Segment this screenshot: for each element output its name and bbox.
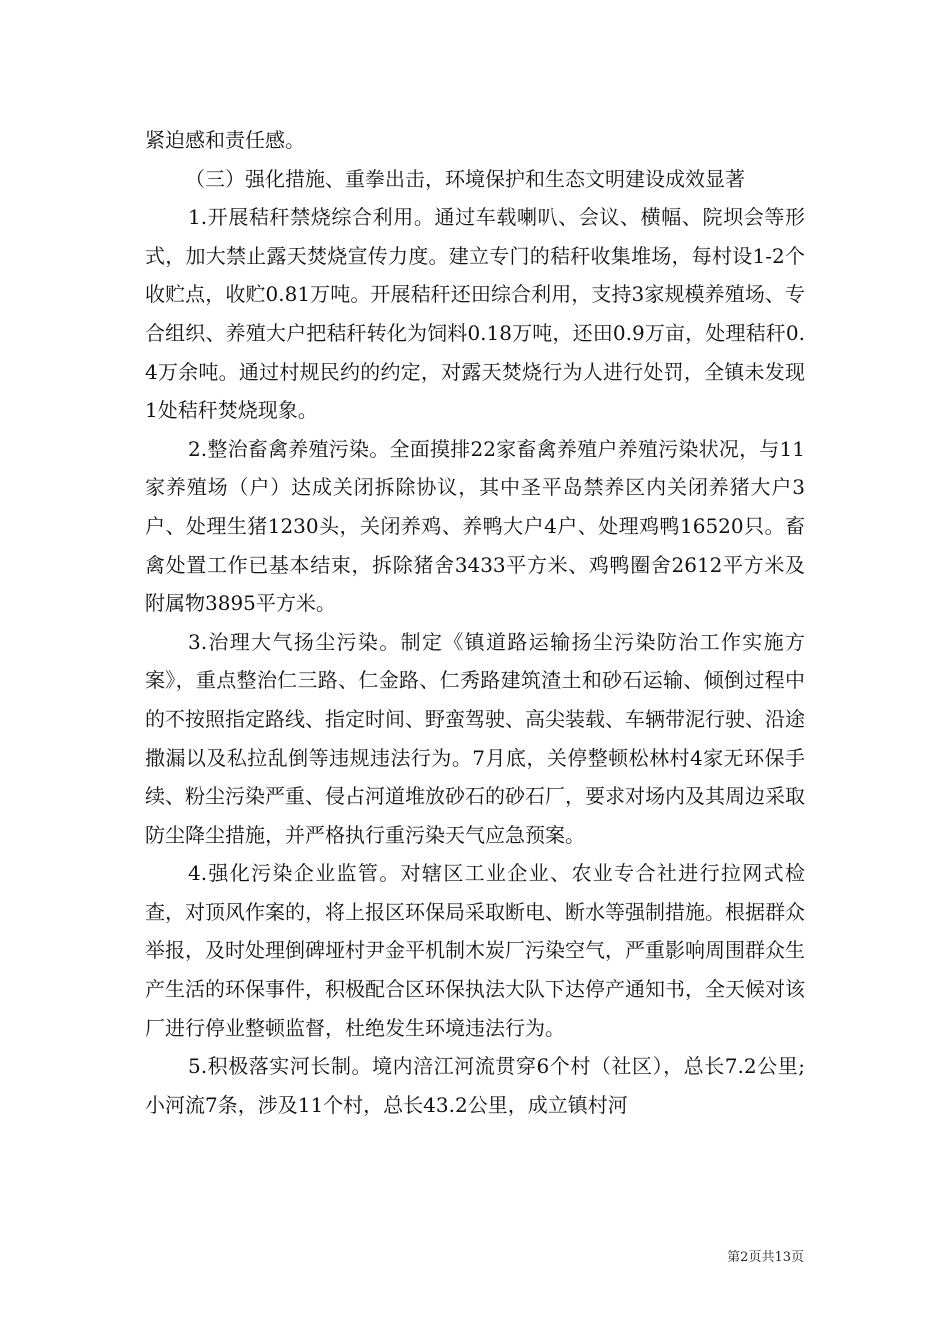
page-number: 第2页共13页 (727, 1250, 804, 1265)
paragraph-river-chief: 5.积极落实河长制。境内涪江河流贯穿6个村（社区），总长7.2公里;小河流7条，涉及11个村，总长43.2公里，成立镇村河 (145, 1054, 805, 1117)
paragraph-livestock-pollution: 2.整治畜禽养殖污染。全面摸排22家畜禽养殖户养殖污染状况，与11家养殖场（户）达成关闭拆除协议，其中圣平岛禁养区内关闭养猪大户3户、处理生猪1230头，关闭养鸡、养鸭大户4户、处理鸡鸭16520只。畜禽处置工作已基本结束，拆除猪舍3433平方米、鸡鸭圈舍2612平方米及附属物3895平方米。 (145, 436, 805, 616)
paragraph-dust-pollution: 3.治理大气扬尘污染。制定《镇道路运输扬尘污染防治工作实施方案》，重点整治仁三路、仁金路、仁秀路建筑渣土和砂石运输、倾倒过程中的不按照指定路线、指定时间、野蛮驾驶、高尖装载、车辆带泥行驶、沿途撒漏以及私拉乱倒等违规违法行为。7月底，关停整顿松林村4家无环保手续、粉尘污染严重、侵占河道堆放砂石的砂石厂，要求对场内及其周边采取防尘降尘措施，并严格执行重污染天气应急预案。 (145, 629, 805, 847)
document-body (145, 121, 805, 1124)
section-heading: （三）强化措施、重拳出击，环境保护和生态文明建设成效显著 (185, 166, 745, 191)
paragraph-enterprise-supervision: 4.强化污染企业监管。对辖区工业企业、农业专合社进行拉网式检查，对顶风作案的，将上报区环保局采取断电、断水等强制措施。根据群众举报，及时处理倒碑垭村尹金平机制木炭厂污染空气，严重影响周围群众生产生活的环保事件，积极配合区环保执法大队下达停产通知书，全天候对该厂进行停业整顿监督，杜绝发生环境违法行为。 (145, 861, 805, 1040)
paragraph-continuation: 紧迫感和责任感。 (145, 128, 305, 152)
paragraph-straw-burning: 1.开展秸秆禁烧综合利用。通过车载喇叭、会议、横幅、院坝会等形式，加大禁止露天焚烧宣传力度。建立专门的秸秆收集堆场，每村设1-2个收贮点，收贮0.81万吨。开展秸秆还田综合利用，支持3家规模养殖场、专合组织、养殖大户把秸秆转化为饲料0.18万吨，还田0.9万亩，处理秸秆0.4万余吨。通过村规民约的约定，对露天焚烧行为人进行处罚，全镇未发现1处秸秆焚烧现象。 (145, 205, 805, 423)
